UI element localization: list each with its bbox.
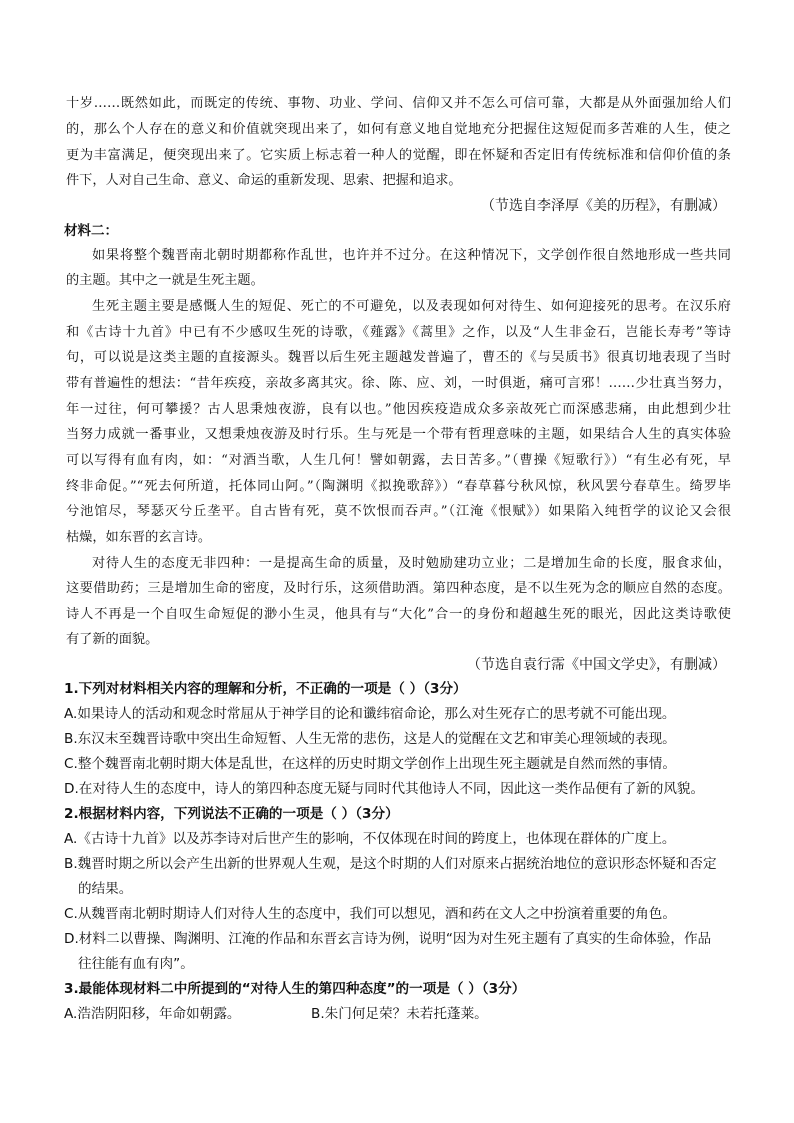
material1-line: 十岁……既然如此，而既定的传统、事物、功业、学问、信仰又并不怎么可信可靠，大都是从外面强加给人们	[66, 96, 731, 111]
material2-p2-line: 年一过往，何可攀援？古人思秉烛夜游，良有以也。”他因疾疫造成众多亲故死亡而深感悲痛，由此想到少壮	[66, 402, 731, 417]
material2-p3-line: 有了新的面貌。	[66, 632, 159, 647]
material2-p2-line: 终非命促。”“死去何所道，托体同山阿。”（陶渊明《拟挽歌辞》）“春草暮兮秋风惊，秋风罢兮春草生。绮罗毕	[66, 479, 731, 494]
question-1-option-a: A.如果诗人的活动和观念时常屈从于神学目的论和谶纬宿命论，那么对生死存亡的思考就不可能出现。	[64, 706, 676, 722]
material2-source: （节选自袁行霈《中国文学史》，有删减）	[467, 657, 726, 673]
question-1-option-d: D.在对待人生的态度中，诗人的第四种态度无疑与同时代其他诗人不同，因此这一类作品便有了新的风貌。	[64, 781, 705, 797]
question-2-option-b: B.魏晋时期之所以会产生出新的世界观人生观，是这个时期的人们对原来占据统治地位的意识形态怀疑和否定	[64, 856, 717, 872]
material1-line: 件下，人对自己生命、意义、命运的重新发现、思索、把握和追求。	[66, 173, 462, 188]
question-1-option-c: C.整个魏晋南北朝时期大体是乱世，在这样的历史时期文学创作上出现生死主题就是自然而然的事情。	[64, 756, 676, 772]
material2-p3-line: 诗人不再是一个自叹生命短促的渺小生灵，他具有与“大化”合一的身份和超越生死的眼光，因此这类诗歌使	[66, 607, 731, 622]
question-3-option-a: A.浩浩阴阳移，年命如朝露。	[64, 1006, 241, 1022]
material2-p2-line: 可以写得有血有肉，如：“对酒当歌，人生几何！譬如朝露，去日苦多。”（曹操《短歌行》）“有生必有死，早	[66, 453, 731, 468]
question-2-stem: 2.根据材料内容，下列说法不正确的一项是（ ）（3分）	[64, 806, 399, 822]
question-2-option-d: D.材料二以曹操、陶渊明、江淹的作品和东晋玄言诗为例，说明“因为对生死主题有了真实的生命体验，作品	[64, 931, 712, 947]
question-2-option-c: C.从魏晋南北朝时期诗人们对待人生的态度中，我们可以想见，酒和药在文人之中扮演着重要的角色。	[64, 906, 676, 922]
material1-source: （节选自李泽厚《美的历程》，有删减）	[481, 198, 726, 214]
question-2-option-d-cont: 往往能有血有肉”。	[78, 956, 194, 972]
material2-heading: 材料二：	[64, 223, 118, 239]
material1-line: 的，那么个人存在的意义和价值就突现出来了，如何有意义地自觉地充分把握住这短促而多苦难的人生，使之	[66, 122, 731, 137]
question-3-option-b: B.朱门何足荣？未若托蓬莱。	[311, 1006, 488, 1022]
question-2-option-b-cont: 的结果。	[78, 881, 133, 897]
question-1-option-b: B.东汉末至魏晋诗歌中突出生命短暂、人生无常的悲伤，这是人的觉醒在文艺和审美心理领域的表现。	[64, 731, 676, 747]
material2-p3-line: 对待人生的态度无非四种：一是提高生命的质量，及时勉励建功立业；二是增加生命的长度，服食求仙，	[92, 556, 731, 571]
question-1-stem: 1.下列对材料相关内容的理解和分析，不正确的一项是（ ）（3分）	[64, 681, 467, 697]
material2-p2-line: 和《古诗十九首》中已有不少感叹生死的诗歌，《薤露》《蒿里》之作，以及“人生非金石，岂能长寿考”等诗	[66, 325, 731, 340]
material2-p2-line: 枯燥，如东晋的玄言诗。	[66, 530, 212, 545]
material1-line: 更为丰富满足，便突现出来了。它实质上标志着一种人的觉醒，即在怀疑和否定旧有传统标准和信仰价值的条	[66, 148, 731, 163]
material2-p2-line: 带有普遍性的想法：“昔年疾疫，亲故多离其灾。徐、陈、应、刘，一时俱逝，痛可言邪！……少壮真当努力，	[66, 376, 731, 391]
question-2-option-a: A.《古诗十九首》以及苏李诗对后世产生的影响，不仅体现在时间的跨度上，也体现在群体的广度上。	[64, 831, 676, 847]
material2-p2-line: 兮池馆尽，琴瑟灭兮丘垄平。自古皆有死，莫不饮恨而吞声。”（江淹《恨赋》）如果陷入纯哲学的议论又会很	[66, 504, 731, 519]
material2-p2-line: 句，可以说是这类主题的直接源头。魏晋以后生死主题越发普遍了，曹丕的《与吴质书》很真切地表现了当时	[66, 350, 731, 365]
material2-p1-line: 的主题。其中之一就是生死主题。	[66, 273, 264, 288]
material2-p3-line: 这要借助药；三是增加生命的密度，及时行乐，这须借助酒。第四种态度，是不以生死为念的顺应自然的态度。	[66, 581, 731, 596]
material2-p2-line: 生死主题主要是感慨人生的短促、死亡的不可避免，以及表现如何对待生、如何迎接死的思考。在汉乐府	[92, 299, 731, 314]
question-3-stem: 3.最能体现材料二中所提到的“对待人生的第四种态度”的一项是（ ）（3分）	[64, 981, 526, 997]
material2-p2-line: 当努力成就一番事业，又想秉烛夜游及时行乐。生与死是一个带有哲理意味的主题，如果结合人生的真实体验	[66, 427, 731, 442]
material2-p1-line: 如果将整个魏晋南北朝时期都称作乱世，也许并不过分。在这种情况下，文学创作很自然地形成一些共同	[92, 248, 731, 263]
